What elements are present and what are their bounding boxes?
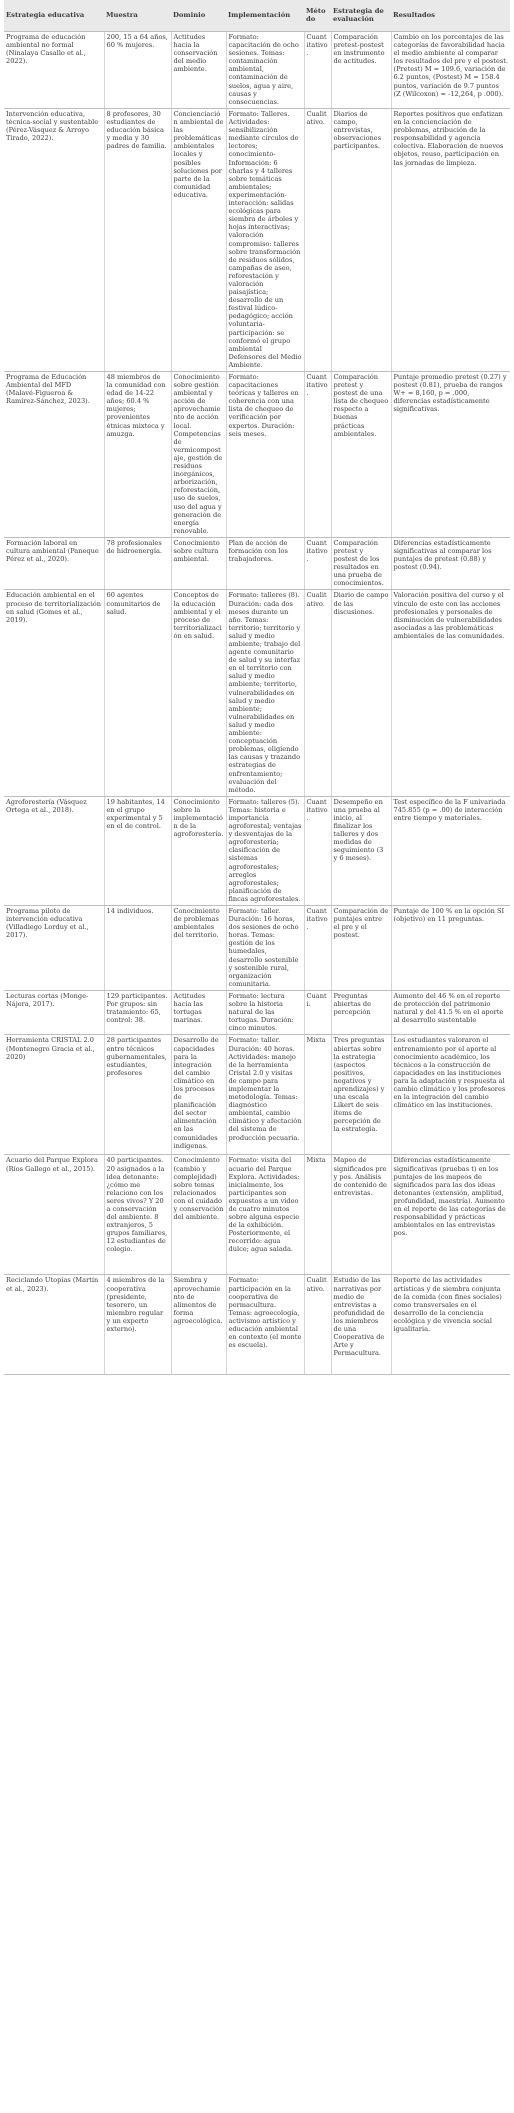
cell-estrategia: Programa de educación ambiental no formal (Ninalaya Casallo et al., 2022). (4, 32, 104, 109)
cell-evaluacion: Tres preguntas abiertas sobre la estrategia (aspectos positivos, negativos y aprendizajes) y una escala Likert de seis ítems de percepción de la estrategia. (331, 1035, 391, 1155)
cell-muestra: 200, 15 a 64 años, 60 % mujeres. (104, 32, 171, 109)
cell-estrategia: Programa de Educación Ambiental del MFD (Malavé-Figueroa & Ramírez-Sánchez, 2023). (4, 372, 104, 538)
cell-metodo: Cualitativo. (304, 590, 331, 796)
table-row (4, 372, 510, 538)
cell-dominio: Actitudes hacia las tortugas marinas. (171, 990, 226, 1034)
table-wrapper (4, 0, 510, 1375)
table-row (4, 990, 510, 1034)
cell-evaluacion: Comparación pretest y postest de los resultados en una prueba de conocimientos. (331, 537, 391, 590)
cell-metodo: Cualitativo. (304, 1275, 331, 1375)
cell-metodo: Cuantitativo. (304, 906, 331, 991)
cell-resultados: Reportes positivos que enfatizan en la concienciación de problemas, atribución de la responsabilidad y agencia colectiva. Elaboración de nuevos objetos, reuso, participación en las jornadas de limpieza. (391, 109, 510, 372)
cell-muestra: 48 miembros de la comunidad con edad de 14-22 años; 60.4 % mujeres; provenientes étnicas mixteca y amuzga. (104, 372, 171, 538)
cell-dominio: Conocimiento sobre la implementación de la agroforestería. (171, 796, 226, 905)
cell-resultados: Puntaje de 100 % en la opción SI (objetivo) en 11 preguntas. (391, 906, 510, 991)
cell-estrategia: Acuario del Parque Explora (Ríos Gallego et al., 2015). (4, 1155, 104, 1275)
cell-muestra: 60 agentes comunitarios de salud. (104, 590, 171, 796)
cell-implementacion: Formato: lectura sobre la historia natural de las tortugas. Duración: cinco minutos. (226, 990, 304, 1034)
cell-metodo: Mixta (304, 1155, 331, 1275)
cell-resultados: Cambio en los porcentajes de las categorías de favorabilidad hacia el medio ambiente al comparar los resultados del pre y el postest. (Pretest) M = 109.6, variación de 6.2 puntos, (Postest) M = 158.4 puntos, variación de 9.7 puntos (Z (Wilcoxon) = -12,264, p .000). (391, 32, 510, 109)
cell-implementacion: Plan de acción de formación con los trabajadores. (226, 537, 304, 590)
cell-muestra: 40 participantes. 20 asignados a la idea detonante: ¿cómo me relaciono con los seres vivos? Y 20 a conservación del ambiente. 8 extranjeros, 5 grupos familiares, 12 estudiantes de colegio. (104, 1155, 171, 1275)
table-row (4, 109, 510, 372)
cell-dominio: Actitudes hacia la conservación del medio ambiente. (171, 32, 226, 109)
header-resultados: Resultados (391, 0, 510, 32)
cell-evaluacion: Comparación de puntajes entre el pre y el postest. (331, 906, 391, 991)
cell-implementacion: Formato: talleres (8). Duración: cada dos meses durante un año. Temas: territorio; territorio y salud y medio ambiente; trabajo del agente comunitario de salud y su interfaz en el territorio con salud y medio ambiente; territorio, vulnerabilidades en salud y medio ambiente; vulnerabilidades en salud y medio ambiente: conceptuación problemas, eligiendo las causas y trazando estrategias de enfrentamiento; evaluación del método. (226, 590, 304, 796)
cell-estrategia: Educación ambiental en el proceso de territorialización en salud (Gomes et al., 2019). (4, 590, 104, 796)
cell-resultados: Diferencias estadísticamente significativas al comparar los puntajes de pretest (0.88) y postest (0.94). (391, 537, 510, 590)
header-row (4, 0, 510, 32)
table-row (4, 1275, 510, 1375)
header-implementacion: Implementación (226, 0, 304, 32)
cell-metodo: Mixta (304, 1035, 331, 1155)
cell-metodo: Cuantitativo. (304, 537, 331, 590)
cell-estrategia: Lecturas cortas (Monge-Nájera, 2017). (4, 990, 104, 1034)
cell-evaluacion: Diarios de campo, entrevistas, observaciones participantes. (331, 109, 391, 372)
cell-evaluacion: Preguntas abiertas de percepción (331, 990, 391, 1034)
cell-implementacion: Formato: Talleres. Actividades: sensibilización mediante círculos de lectores; conocimiento-Información: 6 charlas y 4 talleres sobre temáticas ambientales; experimentación-interacción: salidas ecológicas para siembra de árboles y hojas interactivas; valoración compromiso: talleres sobre transformación de residuos sólidos, campañas de aseo, reforestación y valoración paisajística; desarrollo de un festival lúdico-pedagógico; acción voluntaria-participación: se conformó el grupo ambiental Defensores del Medio Ambiente. (226, 109, 304, 372)
cell-muestra: 14 individuos. (104, 906, 171, 991)
cell-implementacion: Formato: taller. Duración: 16 horas, dos sesiones de ocho horas. Temas: gestión de los humedales, desarrollo sostenible y sostenible rural, organización comunitaria. (226, 906, 304, 991)
cell-dominio: Concienciación ambiental de las problemáticas ambientales locales y posibles soluciones por parte de la comunidad educativa. (171, 109, 226, 372)
cell-evaluacion: Comparación pretest y postest de una lista de chequeo respecto a buenas prácticas ambientales. (331, 372, 391, 538)
cell-resultados: Reporte de las actividades artísticas y de siembra conjunta de la comida (con fines sociales) como transversales en el desarrollo de la conciencia ecológica y de vivencia social igualitaria. (391, 1275, 510, 1375)
cell-estrategia: Reciclando Utopías (Martín et al., 2023). (4, 1275, 104, 1375)
header-dominio: Dominio (171, 0, 226, 32)
cell-muestra: 4 miembros de la cooperativa (presidente, tesorero, un miembro regular y un experto externo). (104, 1275, 171, 1375)
cell-evaluacion: Diario de campo de las discusiones. (331, 590, 391, 796)
table-row (4, 1155, 510, 1275)
cell-muestra: 19 habitantes, 14 en el grupo experimental y 5 en el de control. (104, 796, 171, 905)
cell-dominio: Conocimiento de problemas ambientales del territorio. (171, 906, 226, 991)
header-metodo: Método (304, 0, 331, 32)
cell-muestra: 129 participantes. Por grupos: sin tratamiento: 65, control: 38. (104, 990, 171, 1034)
cell-implementacion: Formato: talleres (5). Temas: historia e importancia agroforestal; ventajas y desventajas de la agroforestería; clasificación de sistemas agroforestales; arreglos agroforestales; planificación de fincas agroforestales. (226, 796, 304, 905)
cell-resultados: Test específico de la F univariada 745.855 (p = .00) de interacción entre tiempo y materiales. (391, 796, 510, 905)
cell-resultados: Puntaje promedio pretest (0.27) y postest (0.81), prueba de rangos W+ = 8,160, p = .000, diferencias estadísticamente significativas. (391, 372, 510, 538)
cell-dominio: Siembra y aprovechamiento de alimentos de forma agroecológica. (171, 1275, 226, 1375)
table-row (4, 1035, 510, 1155)
cell-muestra: 78 profesionales de hidroenergía. (104, 537, 171, 590)
cell-resultados: Los estudiantes valoraron el entrenamiento por el aporte al conocimiento académico, los técnicos a la construcción de capacidades en las instituciones para la adaptación y respuesta al cambio climático y los profesores en la integración del cambio climático en las instituciones. (391, 1035, 510, 1155)
cell-dominio: Conceptos de la educación ambiental y el proceso de territorialización en salud. (171, 590, 226, 796)
cell-evaluacion: Comparación pretest-postest en instrumento de actitudes. (331, 32, 391, 109)
cell-dominio: Conocimiento sobre cultura ambiental. (171, 537, 226, 590)
cell-evaluacion: Estudio de las narrativas por medio de entrevistas a profundidad de los miembros de una Cooperativa de Arte y Permacultura. (331, 1275, 391, 1375)
cell-estrategia: Intervención educativa, técnica-social y sustentable (Pérez-Vásquez & Arroyo Tirado, 2022). (4, 109, 104, 372)
cell-evaluacion: Desempeño en una prueba al inicio, al finalizar los talleres y dos medidas de seguimiento (3 y 6 meses). (331, 796, 391, 905)
header-evaluacion: Estrategia de evaluación (331, 0, 391, 32)
cell-metodo: Cuantitativo. (304, 32, 331, 109)
cell-implementacion: Formato: capacitación de ocho sesiones. Temas: contaminación ambiental, contaminación de suelos, agua y aire, causas y consecuencias. (226, 32, 304, 109)
header-muestra: Muestra (104, 0, 171, 32)
cell-estrategia: Programa piloto de intervención educativa (Villadiego Lorduy et al., 2017). (4, 906, 104, 991)
cell-muestra: 8 profesores, 30 estudiantes de educación básica y media y 30 padres de familia. (104, 109, 171, 372)
cell-implementacion: Formato: participación en la cooperativa de permacultura. Temas: agroecología, activismo artístico y educación ambiental en contexto (el monte es escuela). (226, 1275, 304, 1375)
cell-implementacion: Formato: visita del acuario del Parque Explora. Actividades: inicialmente, los participantes son expuestos a un video de cuatro minutos sobre alguna especie de la exhibición. Posteriormente, el recorrido: agua dulce; agua salada. (226, 1155, 304, 1275)
interventions-table (4, 0, 510, 1375)
table-body (4, 32, 510, 1375)
header-estrategia: Estrategia educativa (4, 0, 104, 32)
cell-dominio: Conocimiento (cambio y complejidad) sobre temas relacionados con el cuidado y conservación del ambiente. (171, 1155, 226, 1275)
table-row (4, 537, 510, 590)
cell-dominio: Desarrollo de capacidades para la integración del cambio climático en los procesos de planificación del sector alimentación en las comunidades indígenas. (171, 1035, 226, 1155)
cell-muestra: 28 participantes entre técnicos gubernamentales, estudiantes, profesores (104, 1035, 171, 1155)
cell-resultados: Diferencias estadísticamente significativas (pruebas t) en los puntajes de los mapeos de significados para las dos ideas detonantes (extensión, amplitud, profundidad, maestría). Aumento en el reporte de las categorías de responsabilidad y prácticas ambientales en las entrevistas pos. (391, 1155, 510, 1275)
cell-implementacion: Formato: capacitaciones teóricas y talleres en coherencia con una lista de chequeo de verificación por expertos. Duración: seis meses. (226, 372, 304, 538)
cell-metodo: Cualitativo. (304, 109, 331, 372)
cell-evaluacion: Mapeo de significados pre y pos. Análisis de contenido de entrevistas. (331, 1155, 391, 1275)
cell-resultados: Aumento del 46 % en el reporte de protección del patrimonio natural y del 41.5 % en el aporte al desarrollo sustentable (391, 990, 510, 1034)
cell-estrategia: Agroforestería (Vásquez Ortega et al., 2018). (4, 796, 104, 905)
table-row (4, 32, 510, 109)
cell-metodo: Cuantitativo. (304, 372, 331, 538)
cell-implementacion: Formato: taller. Duración: 40 horas. Actividades: manejo de la herramienta Cristal 2.0 y visitas de campo para implementar la metodología. Temas: diagnóstico ambiental, cambio climático y afectación del sistema de producción pecuaria. (226, 1035, 304, 1155)
cell-metodo: Cuantitativo. (304, 796, 331, 905)
table-row (4, 906, 510, 991)
table-row (4, 796, 510, 905)
cell-dominio: Conocimiento sobre gestión ambiental y acción de aprovechamiento de acción local. Competencias de vermicompostaje, gestión de residuos inorgánicos, arborización, reforestación, uso de suelos, uso del agua y generación de energía renovable. (171, 372, 226, 538)
cell-estrategia: Formación laboral en cultura ambiental (Paneque Pérez et al., 2020). (4, 537, 104, 590)
cell-metodo: Cuanti. (304, 990, 331, 1034)
cell-resultados: Valoración positiva del curso y el vínculo de este con las acciones profesionales y personales de disminución de vulnerabilidades asociadas a las problemáticas ambientales de las comunidades. (391, 590, 510, 796)
table-row (4, 590, 510, 796)
cell-estrategia: Herramienta CRISTAL 2.0 (Montenegro Gracia et al., 2020) (4, 1035, 104, 1155)
